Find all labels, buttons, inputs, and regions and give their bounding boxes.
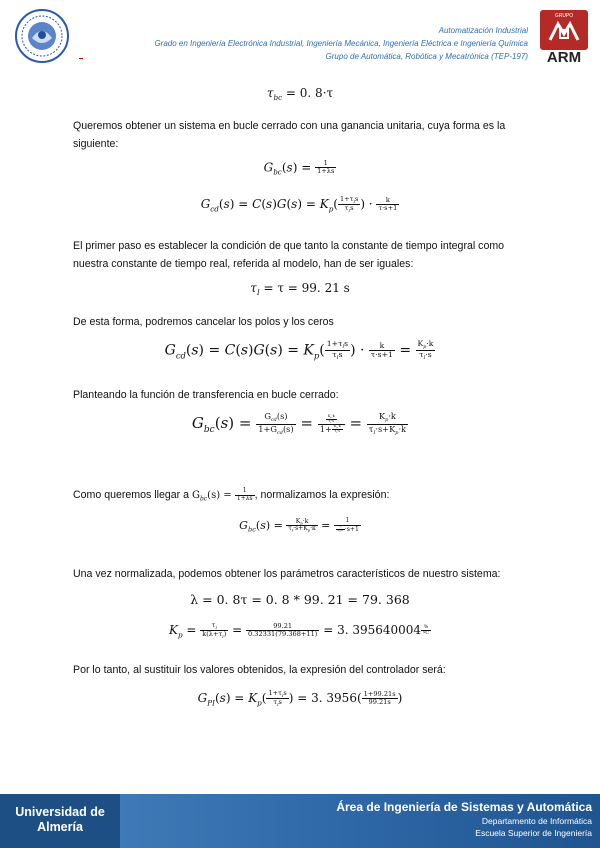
header-course-title: Automatización Industrial	[438, 26, 528, 35]
footer-area-title: Área de Ingeniería de Sistemas y Automática	[336, 800, 592, 814]
paragraph-1: Queremos obtener un sistema en bucle cerrado con una ganancia unitaria, cuya forma es la siguiente:	[73, 120, 506, 150]
eq-gcd-open-loop: $G_{cd}(s) = C(s)G(s) = K_p$( $\frac{1+\tau_Is}{\tau_Is}$ ) · $\frac{k}{\tau\cdot s+1}$	[200, 195, 398, 214]
arm-group-logo	[540, 10, 588, 66]
university-seal-logo	[14, 8, 70, 64]
paragraph-7: Por lo tanto, al sustituir los valores obtenidos, la expresión del controlador será:	[73, 664, 446, 676]
footer-school-name: Escuela Superior de Ingeniería	[475, 828, 592, 838]
eq-lambda: λ = 0. 8τ = 0. 8 * 99. 21 = 79. 368	[190, 592, 410, 607]
eq-gpi-value: = 3. 3956(	[297, 691, 362, 706]
eq-kp: $K_p$ = $\frac{\tau_I}{k(\lambda+\tau_I)}$ = $\frac{99.21}{0.32331(79.368+11)}$ = 3. 395640004 $\frac{\%}{\text{ºC}}$	[168, 621, 430, 640]
paragraph-2: El primer paso es establecer la condición de que tanto la constante de tiempo integral como nuestra constante de tiempo real, referida al modelo, han de ser iguales:	[73, 240, 505, 270]
header-degrees: Grado en Ingeniería Electrónica Industrial, Ingeniería Mecánica, Ingeniería Eléctrica e Ingeniería Química	[154, 39, 528, 48]
eq-ti-value: τ = 99. 21 s	[277, 281, 350, 295]
header-group: Grupo de Automática, Robótica y Mecatrónica (TEP-197)	[325, 52, 528, 61]
eq-gpi-num: 1+99.21s	[363, 689, 396, 698]
eq-normalized: $G_{bc}(s)$ = $\frac{K_p\cdot k}{\tau_I\cdot s+K_p\cdot k}$ = 1 $\frac{\tau_I}{K_p\cdot k}$ ·s+1	[239, 517, 359, 534]
eq-kp-num: 99.21	[246, 623, 319, 631]
paragraph-3: De esta forma, podremos cancelar los polos y los ceros	[73, 316, 334, 328]
paragraph-5-pre: Como queremos llegar a	[73, 489, 192, 501]
footer-university	[0, 794, 120, 848]
course-header	[154, 24, 528, 63]
eq-cancellation: $G_{cd}(s) = C(s)G(s) = K_p$( $\frac{1+\tau_Is}{\tau_Is}$ ) · $\frac{k}{\tau\cdot s+1}$ = $\frac{K_p\cdot k}{\tau_I\cdot s}$	[164, 339, 434, 362]
arm-logo-text: ARM	[546, 49, 582, 66]
eq-tau-bc: $\tau_{bc} = 0$. 8·τ	[266, 86, 334, 103]
eq-tau-bc-value: 0. 8·τ	[299, 86, 334, 100]
eq-gpi-den: 99.21s	[368, 698, 391, 707]
eq-kp-den: 0.32331(79.368+11)	[247, 630, 318, 639]
eq-kp-unit-num: %	[421, 625, 431, 631]
header-mark	[79, 58, 83, 59]
footer-department	[120, 794, 600, 848]
footer-university-line2: Almería	[37, 820, 83, 834]
eq-kp-unit-den: ºC	[423, 631, 430, 637]
arm-logo-small-text: GRUPO	[554, 13, 574, 19]
eq-ti-equal: $\tau_I = \tau = 99$. 21 s	[250, 281, 350, 298]
footer-university-line1: Universidad de	[15, 805, 105, 819]
paragraph-4: Planteando la función de transferencia en bucle cerrado:	[73, 389, 339, 401]
eq-kp-value: = 3. 395640004	[323, 623, 422, 638]
paragraph-6: Una vez normalizada, podemos obtener los parámetros característicos de nuestro sistema:	[73, 568, 501, 580]
arm-logo-mark-icon	[540, 10, 588, 50]
paragraph-5-post: , normalizamos la expresión:	[254, 489, 390, 501]
paragraph-5: Como queremos llegar a $G_{bc}(s)$ = $\frac{1}{1+\lambda s}$ , normalizamos la expresión:	[73, 487, 390, 503]
footer-department-name: Departamento de Informática	[481, 816, 592, 826]
eq-closed-loop: $G_{bc}(s)$ = $\frac{G_{cd}(s)}{1+G_{cd}(s)}$ = $\frac{K_p\cdot k}{\tau_I\cdot s}$ 1+ $\frac{K_p\cdot k}{\tau_I\cdot s}$ = $\frac{K_p\cdot k}{\tau_I\cdot s+K_p\cdot k}$	[191, 411, 407, 436]
eq-gbc-target: $G_{bc}(s)$ = $\frac{1}{1+\lambda s}$	[263, 159, 335, 177]
eq-gpi: $G_{PI}(s) = K_p$( $\frac{1+\tau_Is}{\tau_Is}$ ) = 3. 3956( $\frac{1+99.21s}{99.21s}$ )	[197, 689, 403, 708]
